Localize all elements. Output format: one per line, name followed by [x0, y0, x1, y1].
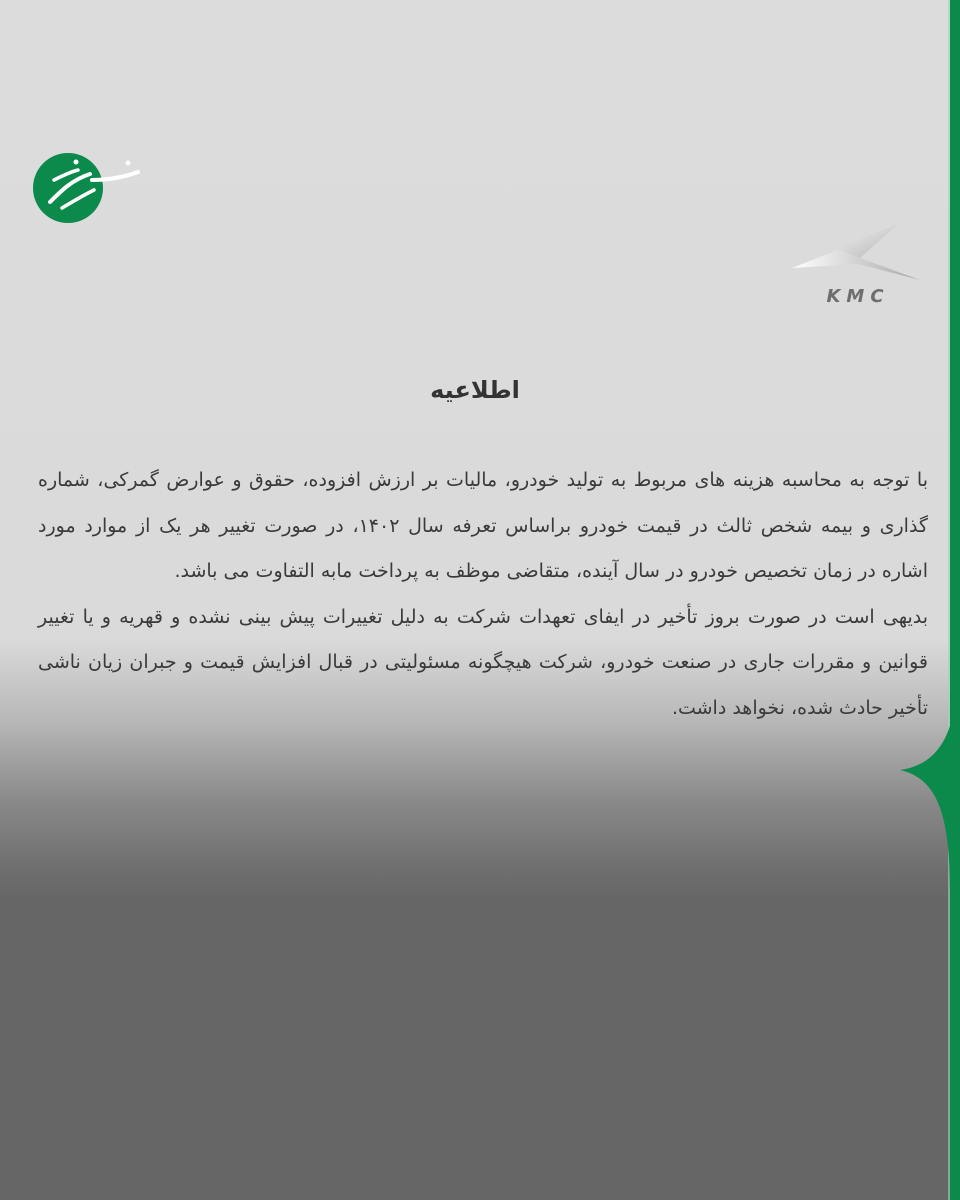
accent-stripe	[950, 0, 960, 1200]
kmc-brand-logo	[788, 220, 928, 310]
brand-wordmark: KMC	[826, 286, 890, 307]
notice-title: اطلاعیه	[430, 376, 520, 404]
kmc-wing-logo-icon	[788, 220, 928, 310]
news-agency-logo-icon	[32, 150, 142, 226]
notice-paragraph: با توجه به محاسبه هزینه های مربوط به تولید خودرو، مالیات بر ارزش افزوده، حقوق و عوارض گمرکی، شماره گذاری و بیمه شخص ثالث در قیمت خودرو براساس تعرفه سال ۱۴۰۲، در صورت تغییر هر یک از موارد مورد اشاره در زمان تخصیص خودرو در سال آینده، متقاضی موظف به پرداخت مابه التفاوت می باشد.	[38, 469, 928, 582]
news-agency-logo	[32, 150, 142, 226]
accent-notch-decoration	[900, 700, 960, 890]
notice-body	[38, 458, 928, 731]
notice-paragraph: بدیهی است در صورت بروز تأخیر در ایفای تعهدات شرکت به دلیل تغییرات پیش بینی نشده و قهریه و یا تغییر قوانین و مقررات جاری در صنعت خودرو، شرکت هیچگونه مسئولیتی در قبال افزایش قیمت و جبران زیان ناشی تأخیر حادث شده، نخواهد داشت.	[38, 605, 928, 719]
